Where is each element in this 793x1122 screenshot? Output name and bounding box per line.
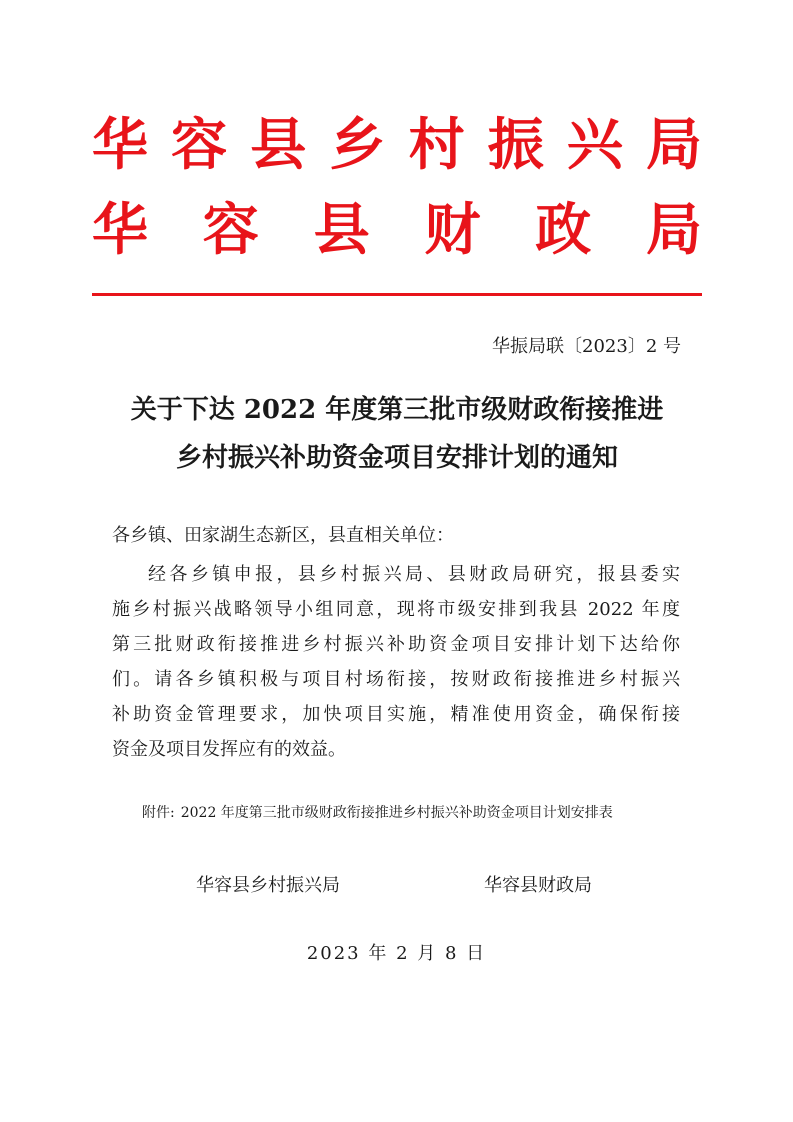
body-paragraph-line: 施乡村振兴战略领导小组同意，现将市级安排到我县 2022 年度 <box>112 599 680 620</box>
letterhead-red-rule <box>92 293 702 296</box>
letterhead-line-2: 华 容 县 财 政 局 <box>92 197 702 263</box>
body-paragraph-line: 补助资金管理要求，加快项目实施，精准使用资金，确保衔接 <box>112 704 680 725</box>
issue-date: 2023 年 2 月 8 日 <box>306 943 487 964</box>
attachment-note <box>142 801 613 825</box>
body-paragraph-line: 们。请各乡镇积极与项目村场衔接，按财政衔接推进乡村振兴 <box>112 669 680 690</box>
body-paragraph-line: 经各乡镇申报，县乡村振兴局、县财政局研究，报县委实 <box>148 564 680 585</box>
body-paragraph-line: 第三批财政衔接推进乡村振兴补助资金项目安排计划下达给你 <box>112 634 680 655</box>
body-paragraph-line: 资金及项目发挥应有的效益。 <box>112 739 346 760</box>
document-title-line-2: 乡村振兴补助资金项目安排计划的通知 <box>175 443 618 473</box>
document-title-line-1: 关于下达 2022 年度第三批市级财政衔接推进 <box>130 395 664 425</box>
attachment-label: 附件: <box>142 805 175 821</box>
salutation: 各乡镇、田家湖生态新区，县直相关单位： <box>112 525 454 546</box>
letterhead-line-1: 华容县乡村振兴局 <box>92 112 702 178</box>
document-number: 华振局联〔2023〕2 号 <box>492 336 681 357</box>
attachment-text: 2022 年度第三批市级财政衔接推进乡村振兴补助资金项目计划安排表 <box>180 805 613 821</box>
signature-issuer-1: 华容县乡村振兴局 <box>196 875 340 896</box>
signature-issuer-2: 华容县财政局 <box>484 875 592 896</box>
